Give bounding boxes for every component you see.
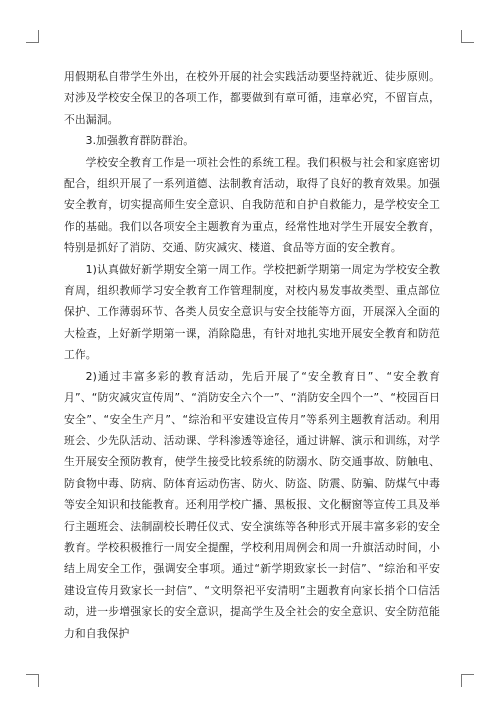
crop-mark-top-left (26, 30, 39, 43)
paragraph-body: 学校安全教育工作是一项社会性的系统工程。我们积极与社会和家庭密切配合，组织开展了一系列道德、法制教育活动，取得了良好的教育效果。加强安全教育，切实提高师生安全意识、自我防范和自护自救能力，是学校安全工作的基础。我们以各项安全主题教育为重点，经常性地对学生开展安全教育，特别是抓好了消防、交通、防灾减灾、楼道、食品等方面的安全教育。 (64, 155, 440, 255)
paragraph-continuation: 用假期私自带学生外出，在校外开展的社会实践活动要坚持就近、徒步原则。对涉及学校安全保卫的各项工作，都要做到有章可循，违章必究，不留盲点，不出漏洞。 (64, 70, 440, 126)
document-body (64, 66, 440, 644)
section-heading: 3.加强教育群防群治。 (85, 134, 195, 148)
crop-mark-bottom-left (26, 674, 39, 687)
paragraph-body: 1)认真做好新学期安全第一周工作。学校把新学期第一周定为学校安全教育周，组织教师学习安全教育工作管理制度，对校内易发事故类型、重点部位保护、工作薄弱环节、各类人员安全意识与安全技能等方面，开展深入全面的大检查，上好新学期第一课，消除隐患，有针对地扎实地开展安全教育和防范工作。 (64, 262, 440, 362)
crop-mark-bottom-right (461, 674, 474, 687)
crop-mark-top-right (461, 30, 474, 43)
paragraph-body: 2)通过丰富多彩的教育活动，先后开展了“安全教育日”、“安全教育月”、“防灾减灾宣传周”、“消防安全六个一”、“消防安全四个一”、“校园百日安全”、“安全生产月”、“综治和平安建设宣传月”等系列主题教育活动。利用班会、少先队活动、活动课、学科渗透等途径，通过讲解、演示和训练，对学生开展安全预防教育，使学生接受比较系统的防溺水、防交通事故、防触电、防食物中毒、防病、防体育运动伤害、防火、防盗、防震、防骗、防煤气中毒等安全知识和技能教育。还利用学校广播、黑板报、文化橱窗等宣传工具及举行主题班会、法制副校长聘任仪式、安全演练等各种形式开展丰富多彩的安全教育。学校积极推行一周安全提醒，学校利用周例会和周一升旗活动时间，小结上周安全工作，强调安全事项。通过“新学期致家长一封信”、“综治和平安建设宣传月致家长一封信”、“文明祭祀平安清明”主题教育向家长捎个口信活动，进一步增强家长的安全意识，提高学生及全社会的安全意识、安全防范能力和自我保护 (64, 369, 440, 640)
